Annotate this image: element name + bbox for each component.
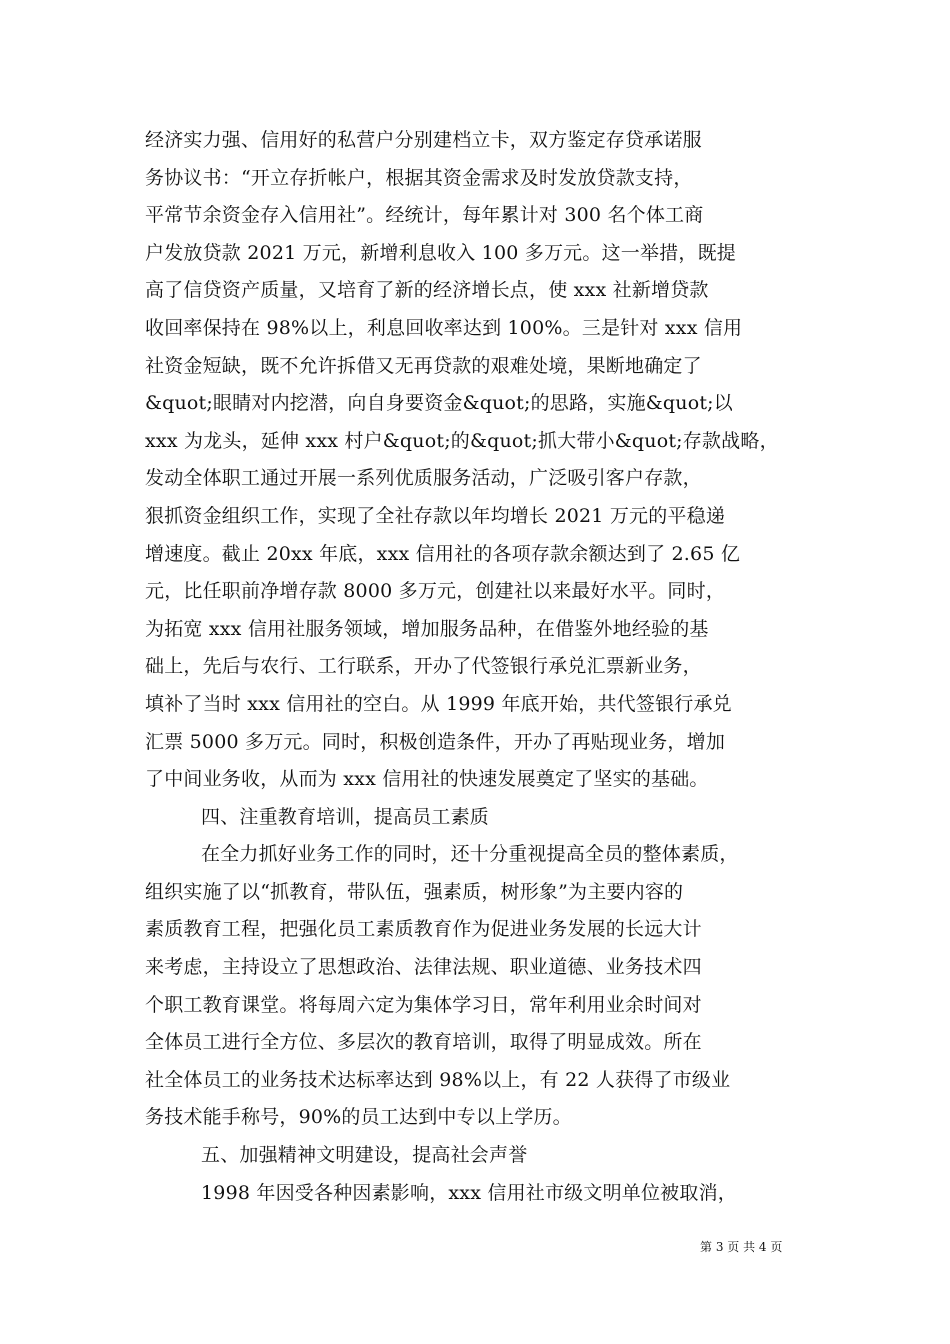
text-line: 组织实施了以“抓教育，带队伍，强素质，树形象”为主要内容的 (145, 880, 684, 903)
text-line: 收回率保持在 98%以上，利息回收率达到 100%。三是针对 xxx 信用 (145, 316, 743, 339)
text-line: 了中间业务收，从而为 xxx 信用社的快速发展奠定了坚实的基础。 (145, 768, 709, 791)
text-line: 汇票 5000 多万元。同时，积极创造条件，开办了再贴现业务，增加 (145, 730, 726, 753)
text-line: 经济实力强、信用好的私营户分别建档立卡，双方鉴定存贷承诺服 (145, 129, 702, 151)
text-line: 元，比任职前净增存款 8000 多万元，创建社以来最好水平。同时， (145, 580, 726, 603)
text-line: 平常节余资金存入信用社”。经统计，每年累计对 300 名个体工商 (145, 204, 704, 227)
text-line: 在全力抓好业务工作的同时，还十分重视提高全员的整体素质， (201, 843, 739, 866)
text-line: 素质教育工程，把强化员工素质教育作为促进业务发展的长远大计 (145, 918, 702, 941)
text-line: &quot;眼睛对内挖潜，向自身要资金&quot;的思路，实施&quot;以 (145, 392, 733, 415)
text-line: 狠抓资金组织工作，实现了全社存款以年均增长 2021 万元的平稳递 (145, 504, 726, 527)
text-line: 个职工教育课堂。将每周六定为集体学习日，常年利用业余时间对 (145, 993, 702, 1016)
text-line: 为拓宽 xxx 信用社服务领域，增加服务品种，在借鉴外地经验的基 (145, 617, 709, 640)
text-line: 1998 年因受各种因素影响，xxx 信用社市级文明单位被取消， (201, 1181, 737, 1204)
body-text (145, 122, 825, 1212)
text-line: 户发放贷款 2021 万元，新增利息收入 100 多万元。这一举措，既提 (145, 241, 736, 264)
text-line: 社全体员工的业务技术达标率达到 98%以上，有 22 人获得了市级业 (145, 1068, 731, 1091)
section-heading-5: 五、加强精神文明建设，提高社会声誉 (201, 1144, 528, 1167)
text-line: 高了信贷资产质量，又培育了新的经济增长点，使 xxx 社新增贷款 (145, 279, 709, 302)
text-line: 务协议书：“开立存折帐户，根据其资金需求及时发放贷款支持， (145, 166, 693, 189)
text-line: 来考虑，主持设立了思想政治、法律法规、职业道德、业务技术四 (145, 956, 702, 979)
page-number-footer: 第 3 页 共 4 页 (700, 1240, 783, 1254)
section-heading-4: 四、注重教育培训，提高员工素质 (201, 805, 490, 828)
text-line: 务技术能手称号，90%的员工达到中专以上学历。 (145, 1106, 572, 1129)
text-line: xxx 为龙头，延伸 xxx 村户&quot;的&quot;抓大带小&quot;存款战略， (145, 429, 779, 452)
text-line: 全体员工进行全方位、多层次的教育培训，取得了明显成效。所在 (145, 1031, 702, 1054)
text-line: 社资金短缺，既不允许拆借又无再贷款的艰难处境，果断地确定了 (145, 354, 702, 377)
text-line: 发动全体职工通过开展一系列优质服务活动，广泛吸引客户存款， (145, 467, 702, 490)
text-line: 础上，先后与农行、工行联系，开办了代签银行承兑汇票新业务， (145, 655, 702, 678)
text-line: 填补了当时 xxx 信用社的空白。从 1999 年底开始，共代签银行承兑 (145, 692, 732, 715)
text-line: 增速度。截止 20xx 年底，xxx 信用社的各项存款余额达到了 2.65 亿 (145, 542, 741, 565)
